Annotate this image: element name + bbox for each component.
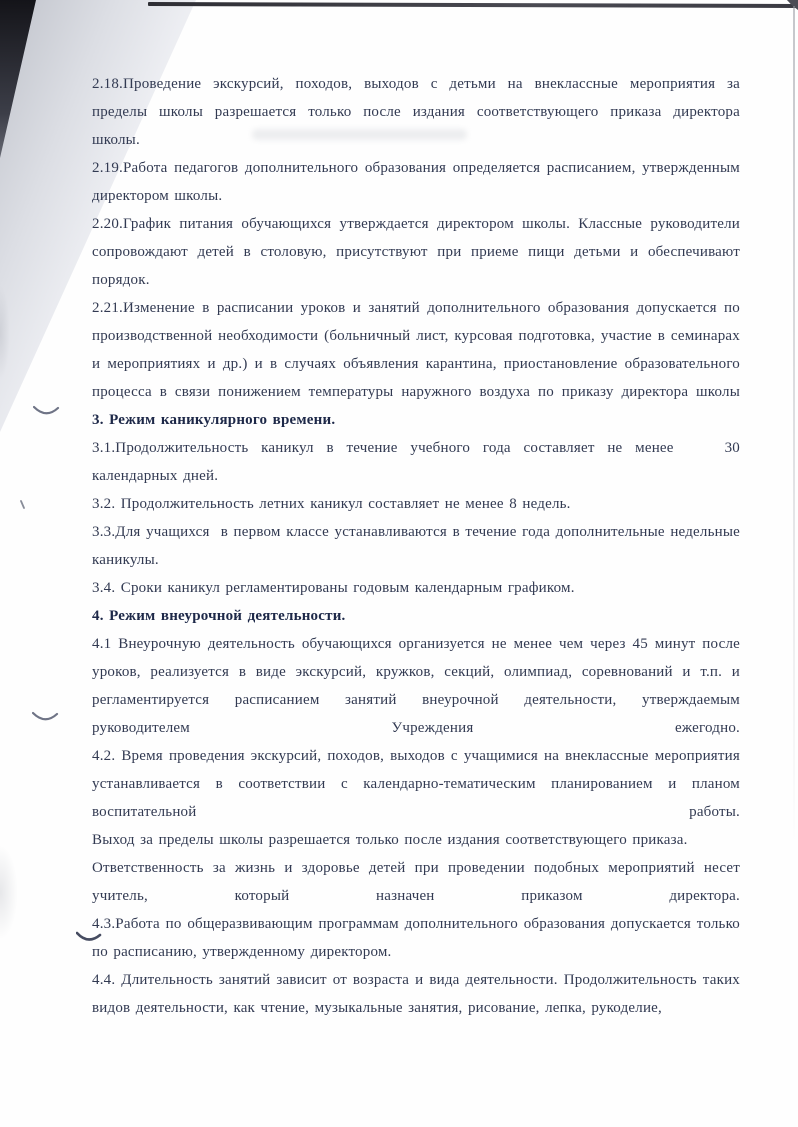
scan-smudge [0, 845, 18, 940]
paragraph: 3.3.Для учащихся в первом классе устанавливаются в течение года дополнительные недельные каникулы. [92, 524, 740, 568]
paragraph: 4.2. Время проведения экскурсий, походов, выходов с учащимися на внеклассные мероприятия устанавливается в соответствии с календарно-тематическим планированием и планом воспитательной работы. [92, 748, 740, 820]
paragraph: 3.4. Сроки каникул регламентированы годовым календарным графиком. [92, 580, 575, 596]
margin-tick-mark [19, 500, 27, 510]
paragraph: Выход за пределы школы разрешается только после издания соответствующего приказа. [92, 832, 688, 848]
page-right-edge [793, 6, 795, 846]
paragraph: 2.18.Проведение экскурсий, походов, выходов с детьми на внеклассные мероприятия за пределы школы разрешается только после издания соответствующего приказа директора школы. [92, 76, 740, 148]
paragraph: 3.2. Продолжительность летних каникул составляет не менее 8 недель. [92, 496, 571, 512]
paragraph: 2.21.Изменение в расписании уроков и занятий дополнительного образования допускается по производственной необходимости (больничный лист, курсовая подготовка, участие в семинарах и мероприятиях и др.) и в случаях объявления карантина, приостановление образовательного процесса в связи понижением температуры наружного воздуха по приказу директора школы [92, 300, 740, 400]
scan-top-edge-line [148, 2, 798, 8]
margin-arc-mark [32, 709, 59, 725]
paragraph: Ответственность за жизнь и здоровье детей при проведении подобных мероприятий несет учитель, который назначен приказом директора. [92, 860, 740, 904]
margin-arc-mark [33, 403, 60, 419]
section-heading: 3. Режим каникулярного времени. [92, 412, 336, 428]
paragraph: 2.20.График питания обучающихся утверждается директором школы. Классные руководители сопровождают детей в столовую, присутствуют при приеме пищи детьми и обеспечивают порядок. [92, 216, 740, 288]
paragraph: 3.1.Продолжительность каникул в течение учебного года составляет не менее 30 календарных дней. [92, 440, 740, 484]
section-heading: 4. Режим внеурочной деятельности. [92, 608, 346, 624]
paragraph: 4.3.Работа по общеразвивающим программам дополнительного образования допускается только по расписанию, утвержденному директором. [92, 916, 740, 960]
paragraph: 4.4. Длительность занятий зависит от возраста и вида деятельности. Продолжительность таких видов деятельности, как чтение, музыкальные занятия, рисование, лепка, рукоделие, [92, 972, 740, 1016]
paragraph: 2.19.Работа педагогов дополнительного образования определяется расписанием, утвержденным директором школы. [92, 160, 740, 204]
paragraph: 4.1 Внеурочную деятельность обучающихся организуется не менее чем через 45 минут после уроков, реализуется в виде экскурсий, кружков, секций, олимпиад, соревнований и т.п. и регламентируется расписанием занятий внеурочной деятельности, утверждаемым руководителем Учреждения ежегодно. [92, 636, 740, 736]
document-text [92, 70, 740, 1022]
scan-smudge [0, 285, 10, 380]
